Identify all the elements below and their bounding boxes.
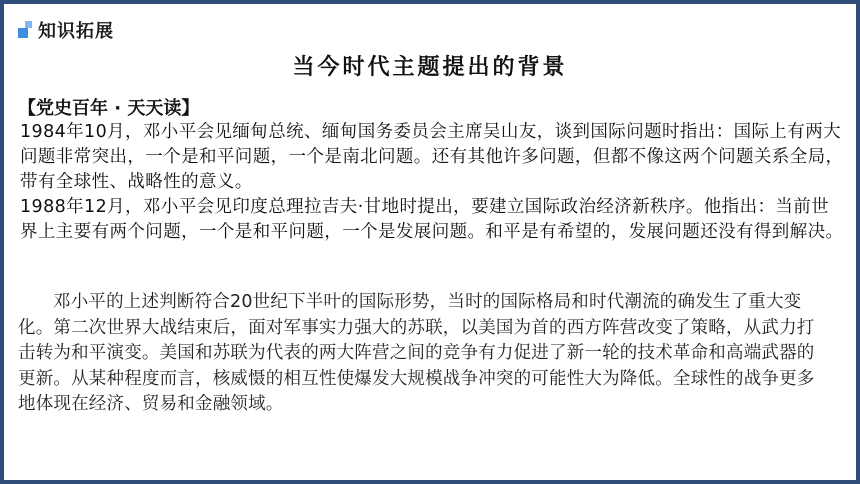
- section-title: 知识拓展: [38, 21, 114, 42]
- analysis-paragraph: 邓小平的上述判断符合20世纪下半叶的国际形势，当时的国际格局和时代潮流的确发生了重大变化。第二次世界大战结束后，面对军事实力强大的苏联，以美国为首的西方阵营改变了策略，从武力打击转为和平演变。美国和苏联为代表的两大阵营之间的竞争有力促进了新一轮的技术革命和高端武器的更新。从某种程度而言，核威慑的相互性使爆发大规模战争冲突的可能性大为降低。全球性的战争更多地体现在经济、贸易和金融领域。: [18, 292, 815, 414]
- slide: [4, 4, 856, 480]
- section-header: [18, 18, 114, 42]
- reading-paragraph-1984: 1984年10月，邓小平会见缅甸总统、缅甸国务委员会主席吴山友，谈到国际问题时指出：国际上有两大问题非常突出，一个是和平问题，一个是南北问题。还有其他许多问题，但都不像这两个问题关系全局，带有全球性、战略性的意义。: [20, 122, 844, 192]
- reading-heading: 【党史百年 · 天天读】: [18, 98, 200, 119]
- page-title: 当今时代主题提出的背景: [292, 55, 568, 80]
- reading-paragraph-1988: 1988年12月，邓小平会见印度总理拉吉夫·甘地时提出，要建立国际政治经济新秩序。他指出：当前世界上主要有两个问题，一个是和平问题，一个是发展问题。和平是有希望的，发展问题还没有得到解决。: [20, 197, 844, 242]
- stacked-squares-icon: [18, 21, 34, 39]
